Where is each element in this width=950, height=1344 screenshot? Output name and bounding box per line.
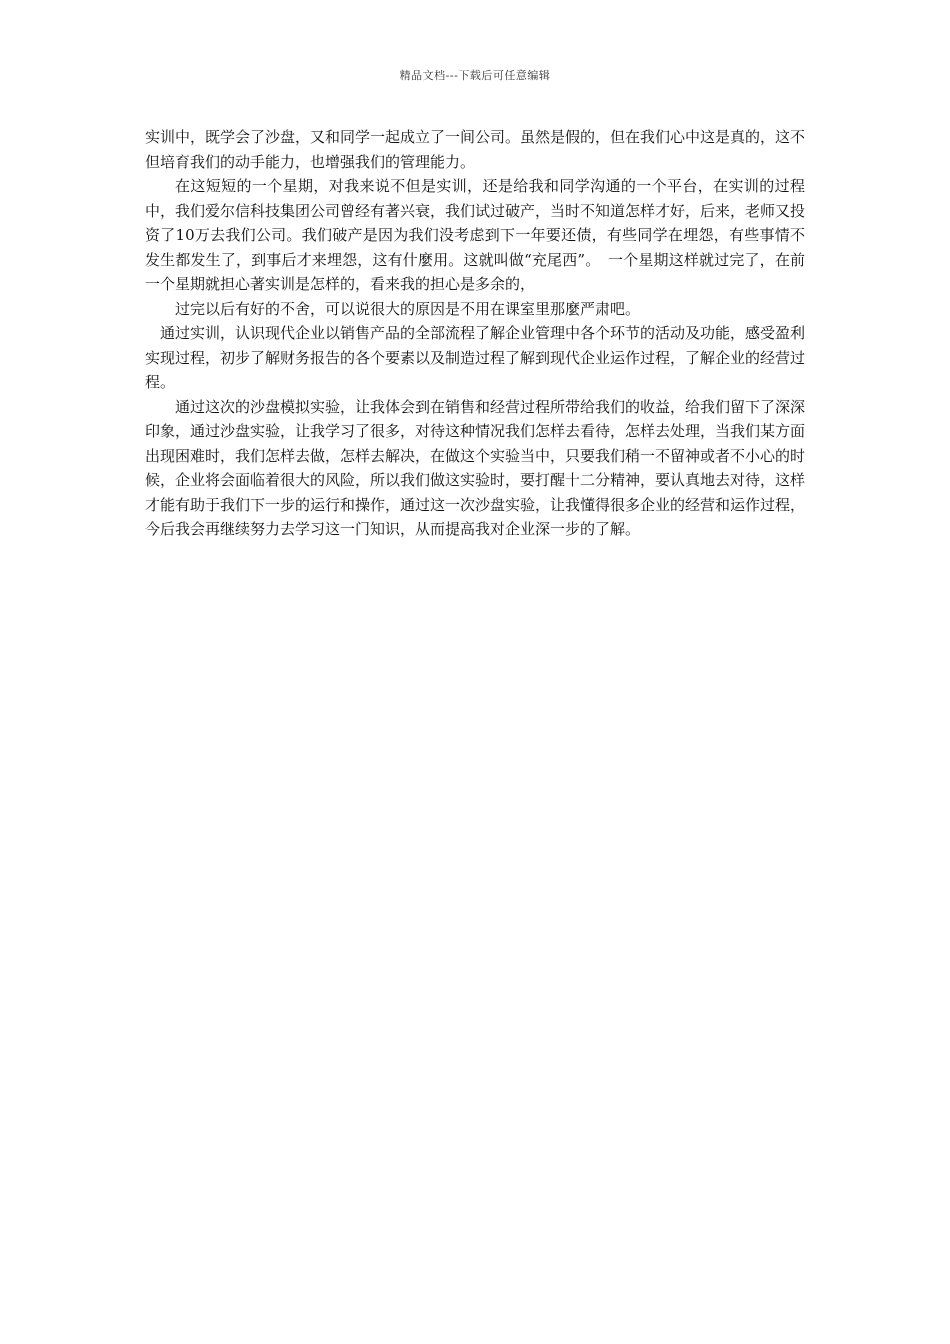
document-body: [145, 125, 805, 542]
paragraph-3: 过完以后有好的不舍，可以说很大的原因是不用在课室里那麼严肃吧。: [175, 299, 641, 318]
paragraph-2: 在这短短的一个星期，对我来说不但是实训，还是给我和同学沟通的一个平台，在实训的过程中，我们爱尔信科技集团公司曾经有著兴衰，我们试过破产，当时不知道怎样才好，后来，老师又投资了10万去我们公司。我们破产是因为我们没考虑到下一年要还债，有些同学在埋怨，有些事情不发生都发生了，到事后才来埋怨，这有什麼用。这就叫做“充尾西”。 一个星期这样就过完了，在前一个星期就担心著实训是怎样的，看来我的担心是多余的，: [145, 177, 806, 293]
paragraph-4: 通过实训，认识现代企业以销售产品的全部流程了解企业管理中各个环节的活动及功能，感受盈利实现过程，初步了解财务报告的各个要素以及制造过程了解到现代企业运作过程，了解企业的经营过程。: [145, 324, 806, 391]
page-header: 精品文档---下载后可任意编辑: [399, 69, 551, 82]
paragraph-1: 实训中，既学会了沙盘，又和同学一起成立了一间公司。虽然是假的，但在我们心中这是真的，这不但培育我们的动手能力，也增强我们的管理能力。: [145, 128, 806, 171]
paragraph-5: 通过这次的沙盘模拟实验，让我体会到在销售和经营过程所带给我们的收益，给我们留下了深深印象，通过沙盘实验，让我学习了很多，对待这种情况我们怎样去看待，怎样去处理，当我们某方面出现困难时，我们怎样去做，怎样去解决，在做这个实验当中，只要我们稍一不留神或者不小心的时候，企业将会面临着很大的风险，所以我们做这实验时，要打醒十二分精神，要认真地去对待，这样才能有助于我们下一步的运行和操作，通过这一次沙盘实验，让我懂得很多企业的经营和运作过程，今后我会再继续努力去学习这一门知识，从而提高我对企业深一步的了解。: [145, 397, 806, 538]
